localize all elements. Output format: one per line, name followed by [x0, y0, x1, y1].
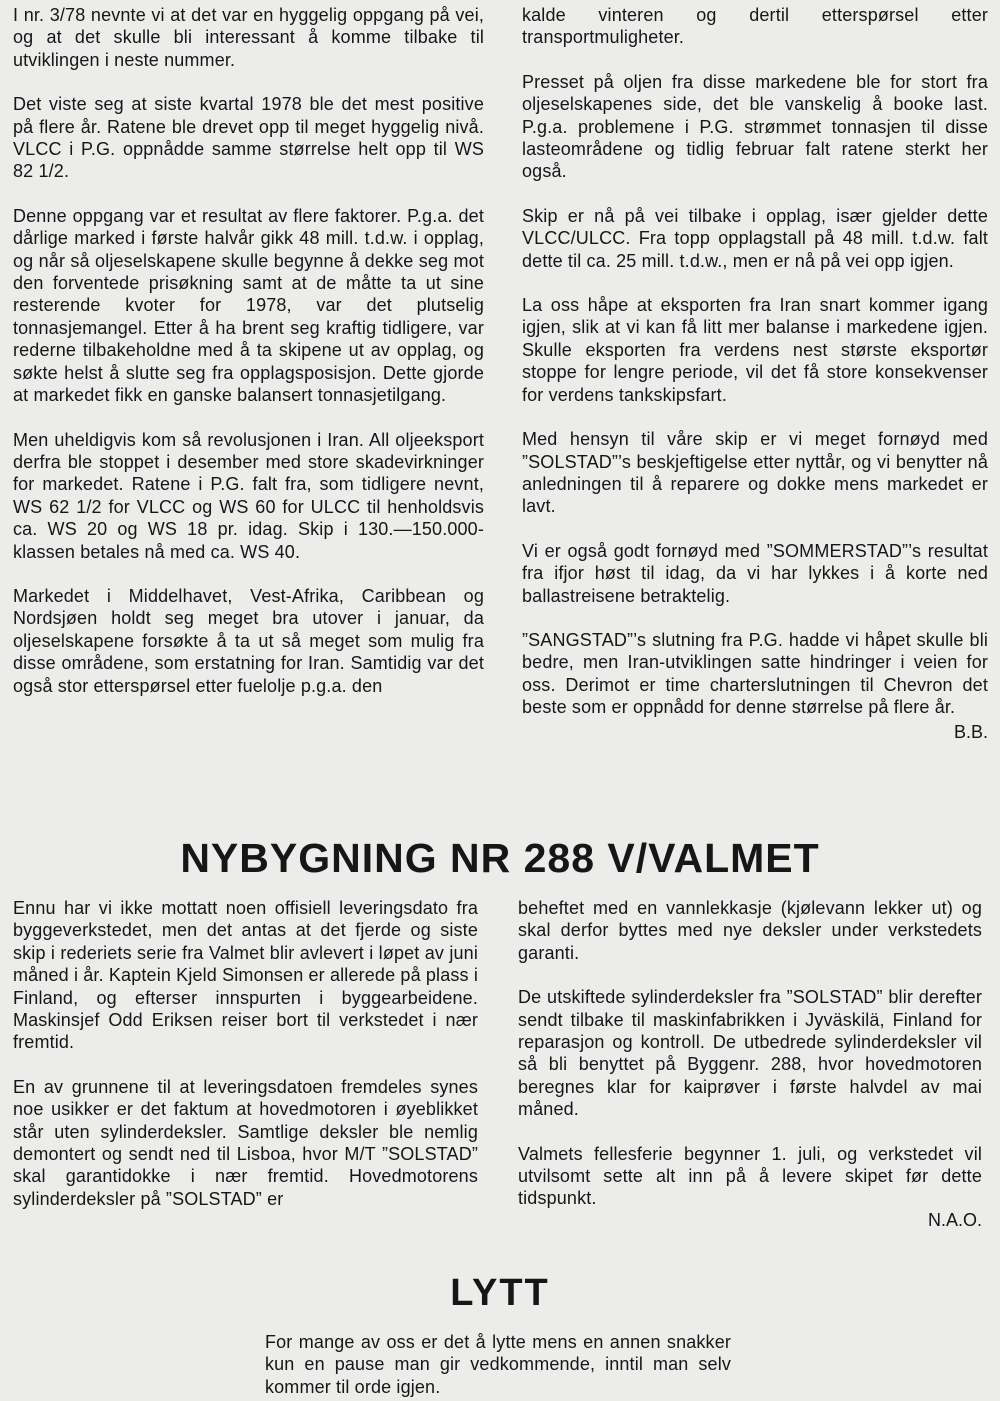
- paragraph: Med hensyn til våre skip er vi meget fornøyd med ”SOLSTAD”’s beskjeftigelse etter nyttår, og vi benytter nå anledningen til å reparere og dokke mens markedet er lavt.: [522, 429, 988, 517]
- paragraph: ”SANGSTAD”’s slutning fra P.G. hadde vi håpet skulle bli bedre, men Iran-utviklingen satte hindringer i veien for oss. Derimot er time charterslutningen til Chevron det beste som er oppnådd for denne størrelse på flere år.: [522, 629, 988, 718]
- paragraph: beheftet med en vannlekkasje (kjølevann lekker ut) og skal derfor byttes med nye deksler under verkstedets garanti.: [518, 898, 982, 963]
- market-report-left-column: [13, 4, 484, 697]
- paragraph: En av grunnene til at leveringsdatoen fremdeles synes noe usikker er det faktum at hovedmotoren i øyeblikket står uten sylinderdeksler. Samtlige deksler ble nemlig demontert og sendt ned til Lisboa, hvor M/T ”SOLSTAD” skal garantidokke i nær fremtid. Hovedmotorens sylinderdeksler på ”SOLSTAD” er: [13, 1076, 478, 1209]
- paragraph: Markedet i Middelhavet, Vest-Afrika, Caribbean og Nordsjøen holdt seg meget bra utover i januar, da oljeselskapene forsøkte å ta ut så meget som mulig fra disse områdene, som erstatning for Iran. Samtidig var det også stor etterspørsel etter fuelolje p.g.a. den: [13, 585, 484, 696]
- paragraph: kalde vinteren og dertil etterspørsel etter transportmuligheter.: [522, 5, 988, 48]
- author-signature: N.A.O.: [927, 1209, 982, 1230]
- paragraph: Skip er nå på vei tilbake i opplag, især gjelder dette VLCC/ULCC. Fra topp opplagstall på 48 mill. t.d.w. falt dette til ca. 25 mill. t.d.w., men er nå på vei opp igjen.: [522, 205, 988, 271]
- paragraph: I nr. 3/78 nevnte vi at det var en hyggelig oppgang på vei, og at det skulle bli interessant å komme tilbake til utviklingen i neste nummer.: [13, 5, 484, 70]
- market-report-right-column: [522, 4, 988, 743]
- article-heading: LYTT: [450, 1272, 550, 1314]
- paragraph: Men uheldigvis kom så revolusjonen i Iran. All oljeeksport derfra ble stoppet i desember med store skadevirkninger for markedet. Ratene i P.G. falt fra, som tidligere nevnt, WS 62 1/2 for VLCC og WS 60 for ULCC til henholdsvis ca. WS 20 og WS 18 pr. idag. Skip i 130.—150.000-klassen betales nå med ca. WS 40.: [13, 429, 484, 562]
- paragraph: Det viste seg at siste kvartal 1978 ble det mest positive på flere år. Ratene ble drevet opp til meget hyggelig nivå. VLCC i P.G. oppnådde samme størrelse helt opp til WS 82 1/2.: [13, 94, 484, 182]
- paragraph: For mange av oss er det å lytte mens en annen snakker kun en pause man gir vedkommende, inntil man selv kommer til orde igjen.: [265, 1332, 731, 1397]
- paragraph: Ennu har vi ikke mottatt noen offisiell leveringsdato fra byggeverkstedet, men det antas at det fjerde og siste skip i rederiets serie fra Valmet blir avlevert i løpet av juni måned i år. Kaptein Kjeld Simonsen er allerede på plass i Finland, og efterser innspurten i byggearbeidene. Maskinsjef Odd Eriksen reiser bort til verkstedet i nær fremtid.: [13, 898, 478, 1053]
- author-signature: B.B.: [953, 721, 988, 742]
- paragraph: Valmets fellesferie begynner 1. juli, og verkstedet vil utvilsomt sette alt inn på å levere skipet før dette tidspunkt.: [518, 1143, 982, 1209]
- paragraph: Denne oppgang var et resultat av flere faktorer. P.g.a. det dårlige marked i første halvår gikk 48 mill. t.d.w. i opplag, og når så oljeselskapene skulle begynne å dekke seg mot den forventede prisøkning samt at de måtte ta ut sine resterende kvoter for 1978, var det plutselig tonnasjemangel. Etter å ha brent seg kraftig tidligere, var rederne tilbakeholdne med å ta skipene ut av opplag, og søkte helst å slutte seg fra opplagsposisjon. Dette gjorde at markedet fikk en ganske balansert tonnasjetilgang.: [13, 205, 484, 406]
- paragraph: La oss håpe at eksporten fra Iran snart kommer igang igjen, slik at vi kan få litt mer balanse i markedene igjen. Skulle eksporten fra verdens nest største eksportør stoppe for lengre periode, vil det få store konsekvenser for verdens tankskipsfart.: [522, 295, 988, 405]
- article-heading: NYBYGNING NR 288 V/VALMET: [180, 835, 820, 881]
- listen-column: [265, 1331, 731, 1398]
- newbuilding-left-column: [13, 897, 478, 1210]
- newbuilding-right-column: [518, 897, 982, 1231]
- paragraph: Vi er også godt fornøyd med ”SOMMERSTAD”’s resultat fra ifjor høst til idag, da vi har lykkes i å korte ned ballastreisene betraktelig.: [522, 540, 988, 606]
- paragraph: Presset på oljen fra disse markedene ble for stort fra oljeselskapenes side, det ble vanskelig å booke last. P.g.a. problemene i P.G. strømmet tonnasjen til disse lasteområdene og tidlig februar falt ratene sterkt her også.: [522, 71, 988, 182]
- paragraph: De utskiftede sylinderdeksler fra ”SOLSTAD” blir derefter sendt tilbake til maskinfabrikken i Jyväskilä, Finland for reparasjon og kontroll. De utbedrede sylinderdeksler vil så bli benyttet på Byggenr. 288, hvor hovedmotoren beregnes klar for kaiprøver i første halvdel av mai måned.: [518, 987, 982, 1120]
